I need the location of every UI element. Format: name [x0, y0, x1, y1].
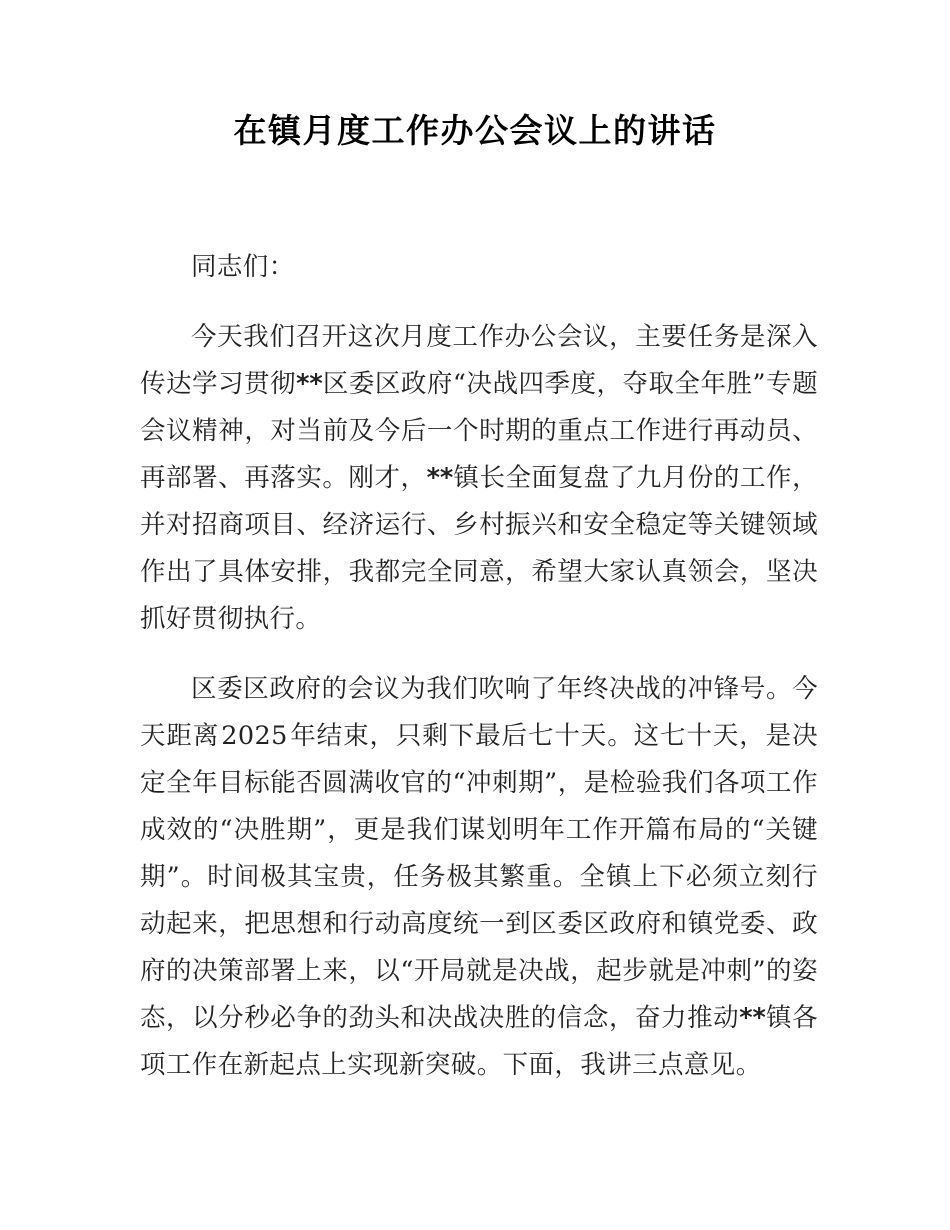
document-body: [140, 244, 818, 1089]
numeral-run: 2025: [221, 721, 288, 751]
page-title: 在镇月度工作办公会议上的讲话: [233, 111, 717, 150]
body-paragraph-2: 区委区政府的会议为我们吹响了年终决战的冲锋号。今天距离2025年结束，只剩下最后七十天。这七十天，是决定全年目标能否圆满收官的“冲刺期”，是检验我们各项工作成效的“决胜期”，更是我们谋划明年工作开篇布局的“关键期”。时间极其宝贵，任务极其繁重。全镇上下必须立刻行动起来，把思想和行动高度统一到区委区政府和镇党委、政府的决策部署上来，以“开局就是决战，起步就是冲刺”的姿态，以分秒必争的劲头和决战决胜的信念，奋力推动**镇各项工作在新起点上实现新突破。下面，我讲三点意见。: [140, 674, 818, 1080]
redaction-marker: **: [296, 369, 323, 399]
body-paragraph-1: 今天我们召开这次月度工作办公会议，主要任务是深入传达学习贯彻**区委区政府“决战四季度，夺取全年胜”专题会议精神，对当前及今后一个时期的重点工作进行再动员、再部署、再落实。刚才，**镇长全面复盘了九月份的工作，并对招商项目、经济运行、乡村振兴和安全稳定等关键领域作出了具体安排，我都完全同意，希望大家认真领会，坚决抓好贯彻执行。: [140, 322, 818, 634]
redaction-marker: **: [739, 1003, 766, 1033]
redaction-marker: **: [426, 463, 454, 493]
salutation-paragraph: 同志们：: [191, 252, 295, 282]
